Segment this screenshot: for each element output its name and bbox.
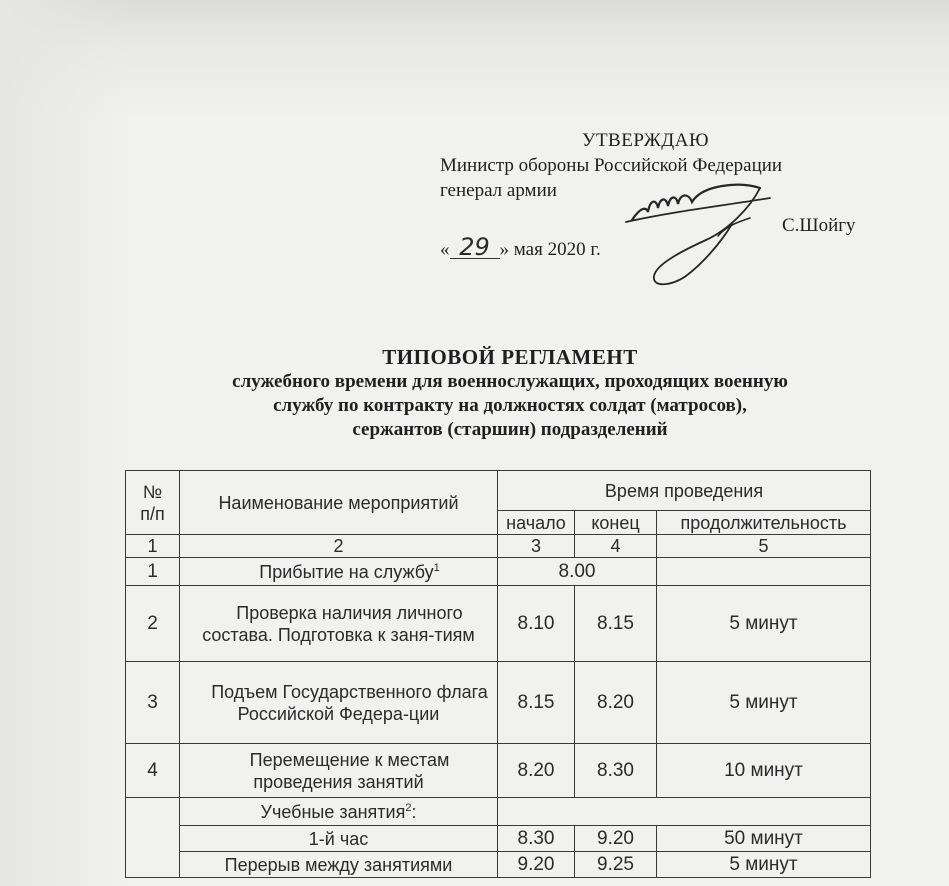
- row-start: 8.15: [498, 662, 575, 744]
- column-number-row: [126, 535, 871, 558]
- row-activity: Перерыв между занятиями: [180, 852, 498, 878]
- row-end: 9.25: [575, 852, 657, 878]
- table-row: [126, 744, 871, 798]
- scan-shadow-top: [0, 0, 949, 120]
- document-title-block: [110, 344, 910, 442]
- header-number: [126, 471, 180, 535]
- row-number: [126, 798, 180, 878]
- header-start: начало: [498, 511, 575, 535]
- row-end: 8.15: [575, 586, 657, 662]
- training-heading-colon: :: [411, 801, 417, 822]
- row-activity: [180, 798, 498, 826]
- row-end: 8.30: [575, 744, 657, 798]
- row-activity-text: Прибытие на службу: [259, 561, 434, 582]
- approve-heading: УТВЕРЖДАЮ: [582, 130, 709, 151]
- approver-rank: генерал армии: [440, 180, 557, 201]
- row-time: 8.00: [498, 558, 657, 586]
- header-activity-name: Наименование мероприятий: [180, 471, 498, 535]
- header-duration: продолжительность: [657, 511, 871, 535]
- date-open-quote: «: [440, 239, 450, 260]
- row-number: 2: [126, 586, 180, 662]
- row-start: 8.10: [498, 586, 575, 662]
- header-time: Время проведения: [498, 471, 871, 511]
- row-duration: [657, 558, 871, 586]
- date-day-handwritten: 29: [450, 236, 500, 259]
- table-row: [126, 826, 871, 852]
- approver-name: С.Шойгу: [782, 215, 856, 236]
- row-activity: Подъем Государственного флага Российской Федера-ции: [180, 662, 498, 744]
- row-duration: 5 минут: [657, 852, 871, 878]
- header-number-abbr: п/п: [140, 503, 165, 524]
- approver-position: Министр обороны Российской Федерации: [440, 155, 783, 176]
- row-number: 4: [126, 744, 180, 798]
- column-number: 4: [575, 535, 657, 558]
- table-header-row: [126, 471, 871, 511]
- row-activity: Перемещение к местам проведения занятий: [180, 744, 498, 798]
- document-subtitle-line-2: службу по контракту на должностях солдат (матросов),: [273, 395, 747, 416]
- document-subtitle-line-3: сержантов (старшин) подразделений: [352, 419, 668, 440]
- scan-shadow-left: [0, 0, 130, 886]
- row-duration: 10 минут: [657, 744, 871, 798]
- row-duration: 50 минут: [657, 826, 871, 852]
- row-duration: 5 минут: [657, 662, 871, 744]
- schedule-table: [125, 470, 871, 878]
- approval-date: [440, 233, 601, 262]
- row-start: 9.20: [498, 852, 575, 878]
- row-start: 8.30: [498, 826, 575, 852]
- row-activity: [180, 558, 498, 586]
- training-heading-text: Учебные занятия: [260, 801, 406, 822]
- row-time: [498, 798, 871, 826]
- row-end: 9.20: [575, 826, 657, 852]
- row-end: 8.20: [575, 662, 657, 744]
- column-number: 3: [498, 535, 575, 558]
- header-number-sign: №: [142, 481, 163, 502]
- column-number: 2: [180, 535, 498, 558]
- footnote-mark: 2: [405, 801, 412, 814]
- row-number: 1: [126, 558, 180, 586]
- row-activity: 1-й час: [180, 826, 498, 852]
- document-title: ТИПОВОЙ РЕГЛАМЕНТ: [382, 345, 638, 369]
- table-row-training-heading: [126, 798, 871, 826]
- date-month-year: » мая 2020 г.: [499, 239, 601, 260]
- table-row: [126, 558, 871, 586]
- row-start: 8.20: [498, 744, 575, 798]
- handwritten-signature: [610, 178, 790, 293]
- column-number: 1: [126, 535, 180, 558]
- table-row: [126, 662, 871, 744]
- header-end: конец: [575, 511, 657, 535]
- document-subtitle-line-1: служебного времени для военнослужащих, проходящих военную: [232, 371, 788, 392]
- table-row: [126, 852, 871, 878]
- row-duration: 5 минут: [657, 586, 871, 662]
- table-row: [126, 586, 871, 662]
- row-activity: Проверка наличия личного состава. Подготовка к заня-тиям: [180, 586, 498, 662]
- footnote-mark: 1: [433, 561, 440, 574]
- row-number: 3: [126, 662, 180, 744]
- column-number: 5: [657, 535, 871, 558]
